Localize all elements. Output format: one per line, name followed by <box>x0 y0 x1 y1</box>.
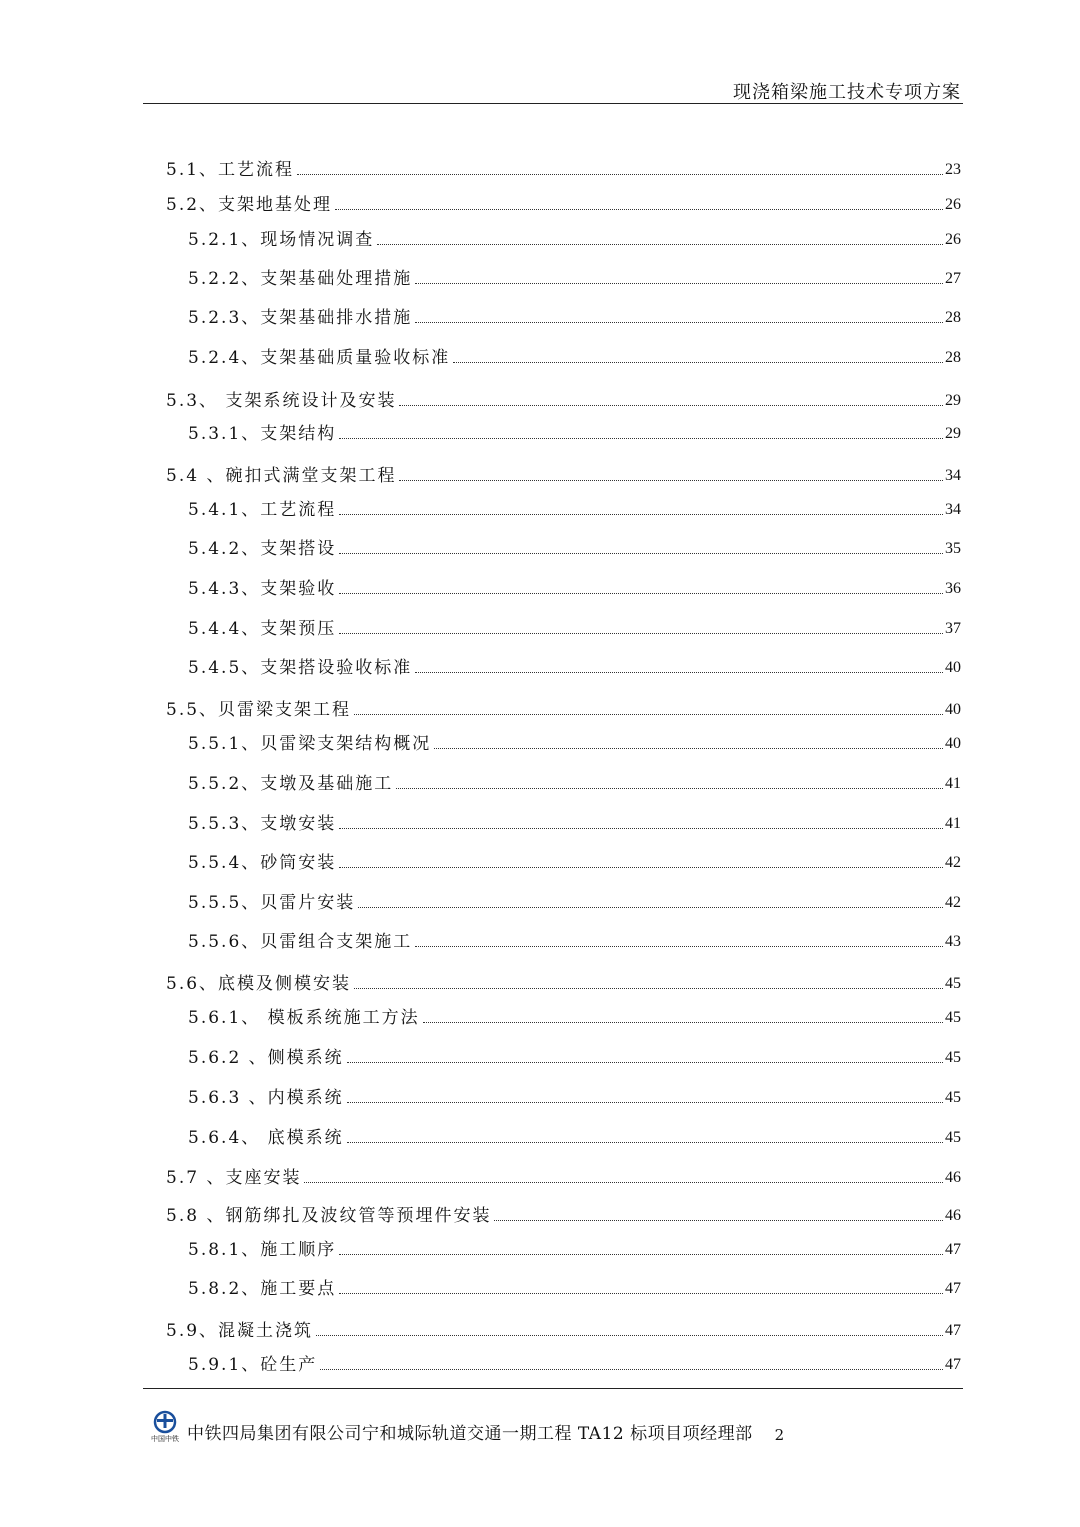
toc-dot-leader <box>316 1335 943 1336</box>
toc-entry-page: 29 <box>945 425 961 442</box>
toc-entry-page: 36 <box>945 580 961 597</box>
toc-entry-title: 、支架基础质量验收标准 <box>241 348 451 368</box>
toc-entry-page: 40 <box>945 659 961 676</box>
toc-entry-number: 5.2.4 <box>188 348 242 368</box>
toc-entry-title: 、钢筋绑扎及波纹管等预埋件安装 <box>199 1206 492 1226</box>
toc-entry-title: 、侧模系统 <box>241 1048 344 1068</box>
toc-entry-page: 34 <box>945 467 961 484</box>
toc-entry-number: 5.2 <box>166 195 200 215</box>
toc-dot-leader <box>377 244 943 245</box>
toc-entry-page: 40 <box>945 701 961 718</box>
toc-dot-leader <box>339 553 943 554</box>
toc-dot-leader <box>415 283 943 284</box>
toc-entry-title: 、施工顺序 <box>241 1240 337 1260</box>
toc-entry-title: 、支架预压 <box>241 619 337 639</box>
toc-entry-title: 、贝雷组合支架施工 <box>241 932 413 952</box>
toc-entry-page: 47 <box>945 1241 961 1258</box>
toc-entry-title: 、底模及侧模安装 <box>199 974 352 994</box>
toc-entry-page: 41 <box>945 815 961 832</box>
toc-dot-leader <box>453 362 943 363</box>
toc-entry-page: 45 <box>945 1129 961 1146</box>
toc-entry-title: 、砼生产 <box>241 1355 318 1375</box>
toc-entry-page: 27 <box>945 270 961 287</box>
toc-entry-title: 、工艺流程 <box>199 160 295 180</box>
footer-page-number: 2 <box>774 1426 785 1444</box>
toc-entry[interactable] <box>166 1319 961 1341</box>
toc-entry-title: 、支座安装 <box>199 1168 302 1188</box>
toc-entry-title: 、碗扣式满堂支架工程 <box>199 466 397 486</box>
toc-entry-page: 41 <box>945 775 961 792</box>
toc-entry[interactable] <box>188 617 961 639</box>
toc-entry-number: 5.7 <box>166 1168 200 1188</box>
toc-entry-title: 、贝雷梁支架结构概况 <box>241 734 432 754</box>
toc-dot-leader <box>354 988 943 989</box>
toc-entry-number: 5.4.1 <box>188 500 242 520</box>
toc-dot-leader <box>347 1142 943 1143</box>
toc-entry-title: 、支墩及基础施工 <box>241 774 394 794</box>
toc-entry-title: 、 模板系统施工方法 <box>241 1008 420 1028</box>
toc-entry-number: 5.4 <box>166 466 200 486</box>
toc-entry-page: 47 <box>945 1322 961 1339</box>
toc-entry-number: 5.6.2 <box>188 1048 242 1068</box>
toc-entry-number: 5.4.4 <box>188 619 242 639</box>
page-footer <box>143 1410 784 1444</box>
toc-entry-title: 、施工要点 <box>241 1279 337 1299</box>
toc-entry-title: 、现场情况调查 <box>241 230 375 250</box>
toc-entry-title: 、贝雷片安装 <box>241 893 356 913</box>
toc-dot-leader <box>423 1022 943 1023</box>
toc-entry[interactable] <box>188 1046 961 1068</box>
toc-entry-number: 5.5.1 <box>188 734 242 754</box>
toc-dot-leader <box>339 633 943 634</box>
toc-entry-number: 5.4.2 <box>188 539 242 559</box>
toc-dot-leader <box>339 514 943 515</box>
toc-entry-title: 、混凝土浇筑 <box>199 1321 314 1341</box>
toc-dot-leader <box>399 405 943 406</box>
toc-entry-number: 5.6.3 <box>188 1088 242 1108</box>
toc-dot-leader <box>339 1293 943 1294</box>
toc-entry-number: 5.9 <box>166 1321 200 1341</box>
toc-entry[interactable] <box>188 1126 961 1148</box>
toc-dot-leader <box>347 1102 943 1103</box>
toc-entry-title: 、支架基础排水措施 <box>241 308 413 328</box>
toc-entry-number: 5.2.3 <box>188 308 242 328</box>
toc-entry[interactable] <box>188 1353 961 1375</box>
toc-entry-page: 45 <box>945 1049 961 1066</box>
toc-entry[interactable] <box>188 732 961 754</box>
toc-entry-title: 、工艺流程 <box>241 500 337 520</box>
toc-dot-leader <box>339 828 943 829</box>
toc-entry-page: 42 <box>945 854 961 871</box>
toc-entry[interactable] <box>166 464 961 486</box>
toc-entry-title: 、支架结构 <box>241 424 337 444</box>
toc-entry[interactable] <box>166 389 961 411</box>
toc-entry-number: 5.8.1 <box>188 1240 242 1260</box>
toc-entry-page: 47 <box>945 1280 961 1297</box>
toc-entry-title: 、支架搭设 <box>241 539 337 559</box>
toc-entry[interactable] <box>188 772 961 794</box>
toc-entry-number: 5.4.5 <box>188 658 242 678</box>
toc-entry[interactable] <box>188 228 961 250</box>
page-header-title: 现浇箱梁施工技术专项方案 <box>733 82 961 103</box>
toc-entry[interactable] <box>188 851 961 873</box>
toc-dot-leader <box>434 748 943 749</box>
toc-entry-page: 37 <box>945 620 961 637</box>
toc-entry[interactable] <box>188 891 961 913</box>
toc-entry[interactable] <box>188 422 961 444</box>
toc-dot-leader <box>335 209 943 210</box>
toc-dot-leader <box>415 672 943 673</box>
toc-entry-page: 23 <box>945 161 961 178</box>
toc-entry-page: 28 <box>945 309 961 326</box>
toc-dot-leader <box>396 788 943 789</box>
toc-entry-page: 45 <box>945 975 961 992</box>
toc-entry-number: 5.4.3 <box>188 579 242 599</box>
toc-entry[interactable] <box>188 577 961 599</box>
toc-entry-title: 、支架验收 <box>241 579 337 599</box>
toc-dot-leader <box>358 907 943 908</box>
toc-entry-page: 28 <box>945 349 961 366</box>
toc-dot-leader <box>339 1254 943 1255</box>
toc-entry[interactable] <box>166 158 961 180</box>
toc-entry-title: 、支架地基处理 <box>199 195 333 215</box>
toc-dot-leader <box>415 946 943 947</box>
toc-entry-title: 、支架基础处理措施 <box>241 269 413 289</box>
toc-entry-number: 5.5.4 <box>188 853 242 873</box>
toc-entry[interactable] <box>188 930 961 952</box>
toc-entry-number: 5.5.5 <box>188 893 242 913</box>
toc-entry[interactable] <box>188 346 961 368</box>
toc-entry-title: 、支架搭设验收标准 <box>241 658 413 678</box>
toc-dot-leader <box>347 1062 943 1063</box>
toc-dot-leader <box>399 480 943 481</box>
toc-dot-leader <box>339 867 943 868</box>
toc-dot-leader <box>304 1182 943 1183</box>
toc-entry-page: 40 <box>945 735 961 752</box>
toc-entry[interactable] <box>188 498 961 520</box>
toc-dot-leader <box>339 593 943 594</box>
toc-entry-page: 45 <box>945 1089 961 1106</box>
toc-entry[interactable] <box>188 267 961 289</box>
toc-entry-page: 45 <box>945 1009 961 1026</box>
toc-dot-leader <box>339 438 943 439</box>
logo-text: 中国中铁 <box>151 1435 179 1443</box>
toc-entry-page: 34 <box>945 501 961 518</box>
toc-entry[interactable] <box>188 1277 961 1299</box>
toc-entry-number: 5.5.2 <box>188 774 242 794</box>
toc-entry-title: 、支墩安装 <box>241 814 337 834</box>
toc-entry-number: 5.8 <box>166 1206 200 1226</box>
toc-entry[interactable] <box>166 698 961 720</box>
toc-dot-leader <box>494 1220 943 1221</box>
toc-entry-number: 5.9.1 <box>188 1355 242 1375</box>
toc-entry[interactable] <box>188 1086 961 1108</box>
toc-dot-leader <box>354 714 943 715</box>
toc-entry-title: 、 支架系统设计及安装 <box>199 391 397 411</box>
toc-entry-number: 5.5 <box>166 700 200 720</box>
toc-entry-number: 5.8.2 <box>188 1279 242 1299</box>
toc-entry-title: 、贝雷梁支架工程 <box>199 700 352 720</box>
footer-divider <box>143 1388 963 1389</box>
toc-entry-title: 、内模系统 <box>241 1088 344 1108</box>
toc-entry-number: 5.2.2 <box>188 269 242 289</box>
toc-entry[interactable] <box>188 1006 961 1028</box>
toc-entry-title: 、 底模系统 <box>241 1128 344 1148</box>
toc-entry-page: 26 <box>945 231 961 248</box>
crec-logo-icon <box>143 1410 187 1444</box>
toc-entry-number: 5.1 <box>166 160 200 180</box>
toc-entry[interactable] <box>166 193 961 215</box>
toc-entry-number: 5.6.1 <box>188 1008 242 1028</box>
toc-entry-number: 5.2.1 <box>188 230 242 250</box>
toc-entry-page: 46 <box>945 1169 961 1186</box>
toc-dot-leader <box>320 1369 943 1370</box>
toc-entry[interactable] <box>166 972 961 994</box>
toc-entry-number: 5.5.6 <box>188 932 242 952</box>
toc-entry-page: 47 <box>945 1356 961 1373</box>
toc-entry-number: 5.6 <box>166 974 200 994</box>
toc-entry[interactable] <box>166 1204 961 1226</box>
toc-entry-number: 5.3.1 <box>188 424 242 444</box>
footer-organization: 中铁四局集团有限公司宁和城际轨道交通一期工程 TA12 标项目项经理部 <box>187 1424 753 1444</box>
toc-entry-number: 5.6.4 <box>188 1128 242 1148</box>
toc-entry[interactable] <box>166 1166 961 1188</box>
toc-entry-page: 29 <box>945 392 961 409</box>
toc-entry-page: 46 <box>945 1207 961 1224</box>
toc-entry-page: 26 <box>945 196 961 213</box>
toc-dot-leader <box>415 322 943 323</box>
toc-entry-page: 35 <box>945 540 961 557</box>
toc-entry-page: 43 <box>945 933 961 950</box>
toc-entry[interactable] <box>188 1238 961 1260</box>
toc-entry-title: 、砂筒安装 <box>241 853 337 873</box>
toc-entry[interactable] <box>188 537 961 559</box>
toc-dot-leader <box>297 174 943 175</box>
toc-entry-number: 5.3 <box>166 391 200 411</box>
toc-entry[interactable] <box>188 656 961 678</box>
toc-entry-number: 5.5.3 <box>188 814 242 834</box>
toc-entry-page: 42 <box>945 894 961 911</box>
toc-entry[interactable] <box>188 812 961 834</box>
toc-entry[interactable] <box>188 306 961 328</box>
